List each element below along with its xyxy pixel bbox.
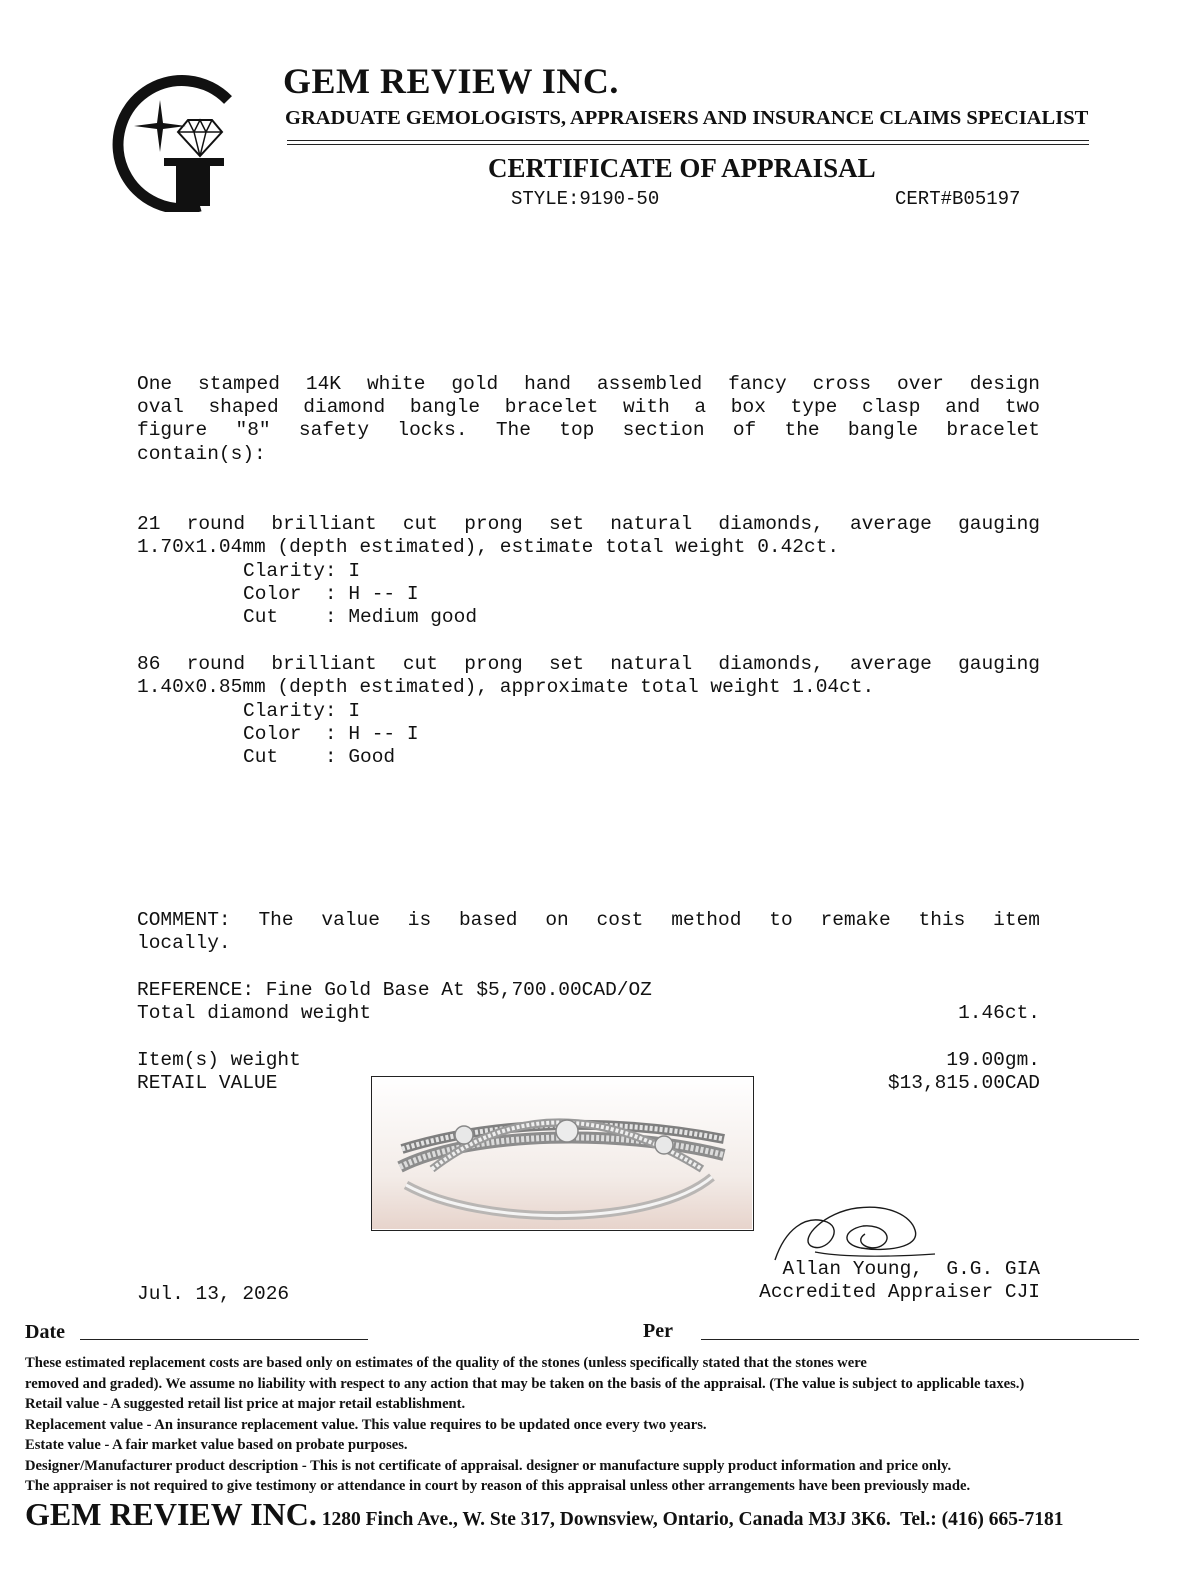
item-weight-value: 19.00gm.: [946, 1049, 1040, 1071]
description-line: oval shaped diamond bangle bracelet with a box type clasp and two: [137, 396, 1040, 418]
appraisal-date: Jul. 13, 2026: [137, 1283, 290, 1305]
style-number: STYLE:9190-50: [511, 188, 660, 210]
disclaimer-line: The appraiser is not required to give testimony or attendance in court by reason of this appraisal unless other arrangements have been previously made.: [25, 1478, 971, 1494]
stone-cut: Cut : Medium good: [243, 606, 478, 628]
disclaimer-line: Estate value - A fair market value based on probate purposes.: [25, 1437, 408, 1453]
g-diamond-logo-icon: [100, 70, 235, 212]
comment-line: COMMENT: The value is based on cost method to remake this item: [137, 909, 1040, 931]
stone-cut: Cut : Good: [243, 746, 396, 768]
comment-line: locally.: [137, 932, 231, 954]
per-label: Per: [643, 1320, 673, 1342]
footer-address-block: [25, 1496, 1064, 1533]
disclaimer-line: These estimated replacement costs are based only on estimates of the quality of the stones (unless specifically stated that the stones were: [25, 1355, 867, 1371]
stone-clarity: Clarity: I: [243, 560, 361, 582]
gold-reference: REFERENCE: Fine Gold Base At $5,700.00CAD/OZ: [137, 979, 652, 1001]
retail-value: $13,815.00CAD: [887, 1072, 1040, 1094]
retail-value-label: RETAIL VALUE: [137, 1072, 278, 1094]
disclaimer-line: removed and graded). We assume no liability with respect to any action that may be taken on the basis of the appraisal. (The value is subject to applicable taxes.): [25, 1376, 1025, 1392]
item-weight-label: Item(s) weight: [137, 1049, 301, 1071]
date-signature-line: [80, 1339, 368, 1340]
company-name: GEM REVIEW INC.: [283, 61, 619, 101]
appraiser-credential: Accredited Appraiser CJI: [759, 1281, 1040, 1303]
header-rule: [287, 140, 1089, 141]
date-label: Date: [25, 1321, 65, 1343]
footer-company-name: GEM REVIEW INC.: [25, 1496, 317, 1532]
total-diamond-weight-label: Total diamond weight: [137, 1002, 372, 1024]
description-line: One stamped 14K white gold hand assembled fancy cross over design: [137, 373, 1040, 395]
company-tagline: GRADUATE GEMOLOGISTS, APPRAISERS AND INSURANCE CLAIMS SPECIALIST: [285, 107, 1089, 129]
total-diamond-weight-value: 1.46ct.: [958, 1002, 1040, 1024]
stone-group-line: 21 round brilliant cut prong set natural diamonds, average gauging: [137, 513, 1040, 535]
header-rule: [287, 144, 1089, 145]
stone-group-line: 86 round brilliant cut prong set natural diamonds, average gauging: [137, 653, 1040, 675]
bracelet-photo: [371, 1076, 754, 1231]
document-title: CERTIFICATE OF APPRAISAL: [488, 153, 876, 183]
stone-group-line: 1.70x1.04mm (depth estimated), estimate total weight 0.42ct.: [137, 536, 840, 558]
disclaimer-line: Retail value - A suggested retail list price at major retail establishment.: [25, 1396, 466, 1412]
description-line: figure "8" safety locks. The top section of the bangle bracelet: [137, 419, 1040, 441]
description-line: contain(s):: [137, 443, 266, 465]
footer-address: 1280 Finch Ave., W. Ste 317, Downsview, Ontario, Canada M3J 3K6. Tel.: (416) 665-7181: [316, 1509, 1064, 1530]
bracelet-image: [372, 1077, 752, 1229]
disclaimer-line: Replacement value - An insurance replacement value. This value requires to be updated once every two years.: [25, 1417, 707, 1433]
stone-color: Color : H -- I: [243, 723, 419, 745]
appraiser-name: Allan Young, G.G. GIA: [782, 1258, 1040, 1280]
per-signature-line: [701, 1339, 1139, 1340]
stone-clarity: Clarity: I: [243, 700, 361, 722]
stone-group-line: 1.40x0.85mm (depth estimated), approximate total weight 1.04ct.: [137, 676, 875, 698]
disclaimer-line: Designer/Manufacturer product description - This is not certificate of appraisal. designer or manufacture supply product information and price only.: [25, 1458, 952, 1474]
stone-color: Color : H -- I: [243, 583, 419, 605]
certificate-number: CERT#B05197: [895, 188, 1021, 210]
